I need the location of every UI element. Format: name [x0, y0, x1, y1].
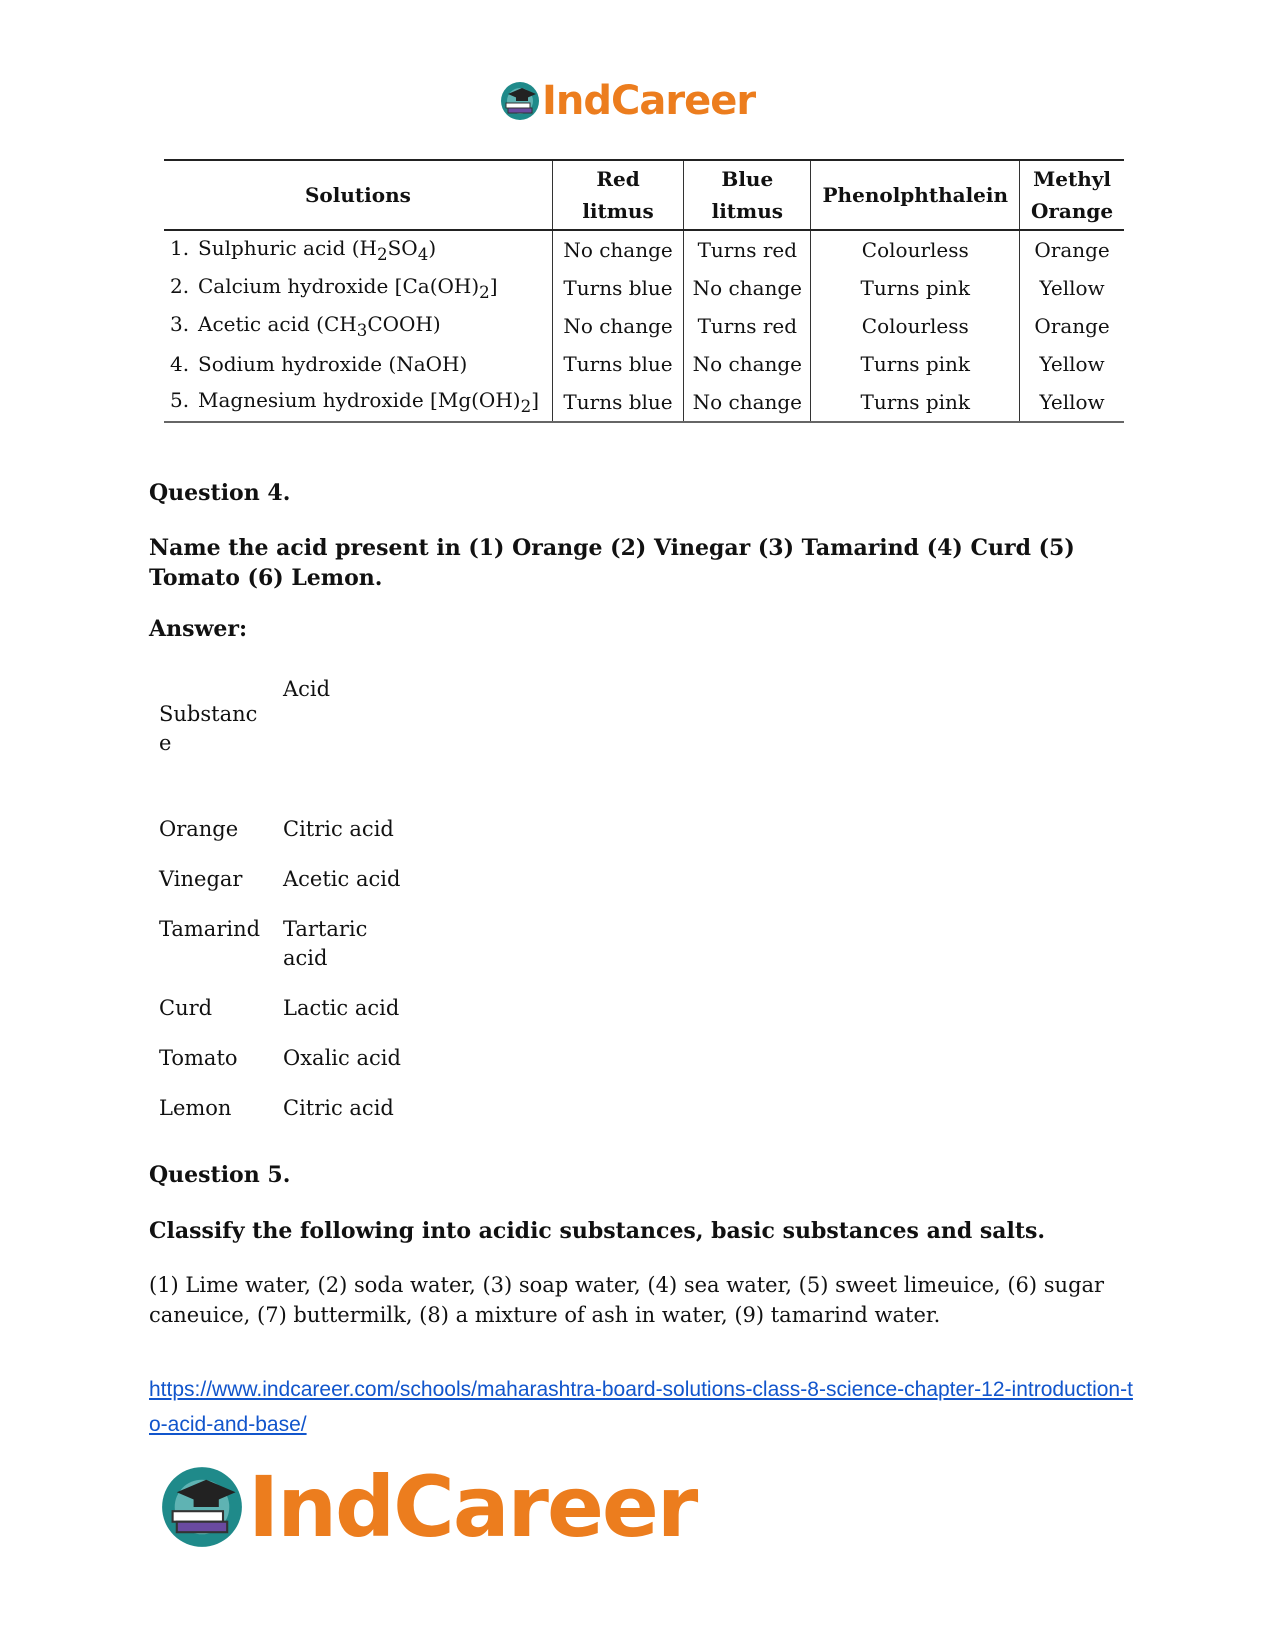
substance-acid-table	[149, 675, 413, 1123]
header-red-litmus: Red litmus	[552, 160, 683, 230]
solution-cell: 2. Calcium hydroxide $[Ca(OH)_2]$	[170, 274, 498, 302]
question-4-title: Question 4.	[149, 480, 291, 506]
solution-cell: 1. Sulphuric acid $(H_2SO_4)$	[170, 236, 437, 264]
blue-litmus-cell: Turns red	[684, 307, 811, 345]
phenolphthalein-cell: Turns pink	[811, 269, 1020, 307]
red-litmus-cell: Turns blue	[552, 383, 683, 422]
red-litmus-cell: Turns blue	[552, 269, 683, 307]
indcareer-logo-bottom	[160, 1458, 696, 1556]
phenolphthalein-cell: Colourless	[811, 307, 1020, 345]
phenolphthalein-cell: Turns pink	[811, 345, 1020, 383]
table-row	[149, 1023, 413, 1073]
substance-cell: Orange	[159, 817, 239, 841]
solution-cell: 4. Sodium hydroxide (NaOH)	[170, 352, 468, 376]
answer-label: Answer:	[149, 616, 248, 642]
blue-litmus-cell: No change	[684, 269, 811, 307]
methyl-orange-cell: Yellow	[1020, 383, 1124, 422]
solution-cell: 3. Acetic acid $(CH_3COOH)$	[170, 312, 441, 340]
header-phenolphthalein: Phenolphthalein	[811, 160, 1020, 230]
acid-cell: Oxalic acid	[283, 1046, 401, 1070]
header-substance: Substanc e	[159, 702, 258, 755]
table-row	[149, 758, 413, 844]
logo-text: IndCareer	[248, 1458, 697, 1556]
red-litmus-cell: Turns blue	[552, 345, 683, 383]
acid-cell: Citric acid	[283, 1096, 394, 1120]
blue-litmus-cell: No change	[684, 383, 811, 422]
acid-cell: Citric acid	[283, 817, 394, 841]
substance-cell: Tamarind	[159, 917, 261, 941]
acid-cell: Tartaric acid	[283, 917, 368, 970]
question-5-body: (1) Lime water, (2) soda water, (3) soap water, (4) sea water, (5) sweet limeuice, (6) sugar caneuice, (7) buttermilk, (8) a mixture of ash in water, (9) tamarind water.	[149, 1273, 1105, 1327]
substance-cell: Vinegar	[159, 867, 243, 891]
table-row	[149, 894, 413, 973]
indcareer-logo-top	[500, 78, 755, 124]
header-blue-litmus: Blue litmus	[684, 160, 811, 230]
graduation-cap-books-globe-icon	[160, 1465, 244, 1549]
table-row	[164, 269, 1124, 307]
red-litmus-cell: No change	[552, 307, 683, 345]
graduation-cap-books-globe-icon	[500, 81, 540, 121]
methyl-orange-cell: Orange	[1020, 230, 1124, 269]
table-row	[164, 345, 1124, 383]
footer-source-link[interactable]: https://www.indcareer.com/schools/maharashtra-board-solutions-class-8-science-chapter-12-introduction-to-acid-and-base/	[149, 1378, 1133, 1436]
solution-cell: 5. Magnesium hydroxide $[Mg(OH)_2]$	[164, 383, 552, 422]
header-methyl-orange: Methyl Orange	[1020, 160, 1124, 230]
table-row	[164, 307, 1124, 345]
indicator-results-table	[164, 159, 1124, 423]
header-solutions: Solutions	[164, 160, 552, 230]
question-5-text: Classify the following into acidic substances, basic substances and salts.	[149, 1218, 1046, 1244]
phenolphthalein-cell: Turns pink	[811, 383, 1020, 422]
table-header-row	[164, 160, 1124, 230]
question-5-title: Question 5.	[149, 1162, 291, 1188]
table-row	[149, 973, 413, 1023]
blue-litmus-cell: Turns red	[684, 230, 811, 269]
table-row	[149, 1073, 413, 1123]
substance-cell: Curd	[159, 996, 213, 1020]
table-row	[164, 230, 1124, 269]
substance-cell: Lemon	[159, 1096, 232, 1120]
methyl-orange-cell: Yellow	[1020, 269, 1124, 307]
acid-cell: Acetic acid	[283, 867, 401, 891]
acid-table-header-row	[149, 675, 413, 758]
substance-cell: Tomato	[159, 1046, 238, 1070]
acid-cell: Lactic acid	[283, 996, 400, 1020]
phenolphthalein-cell: Colourless	[811, 230, 1020, 269]
table-row	[164, 383, 1124, 422]
logo-text: IndCareer	[542, 78, 756, 124]
blue-litmus-cell: No change	[684, 345, 811, 383]
methyl-orange-cell: Orange	[1020, 307, 1124, 345]
red-litmus-cell: No change	[552, 230, 683, 269]
table-row	[149, 844, 413, 894]
question-4-text: Name the acid present in (1) Orange (2) Vinegar (3) Tamarind (4) Curd (5) Tomato (6) Lemon.	[149, 535, 1075, 591]
methyl-orange-cell: Yellow	[1020, 345, 1124, 383]
header-acid: Acid	[283, 677, 331, 701]
